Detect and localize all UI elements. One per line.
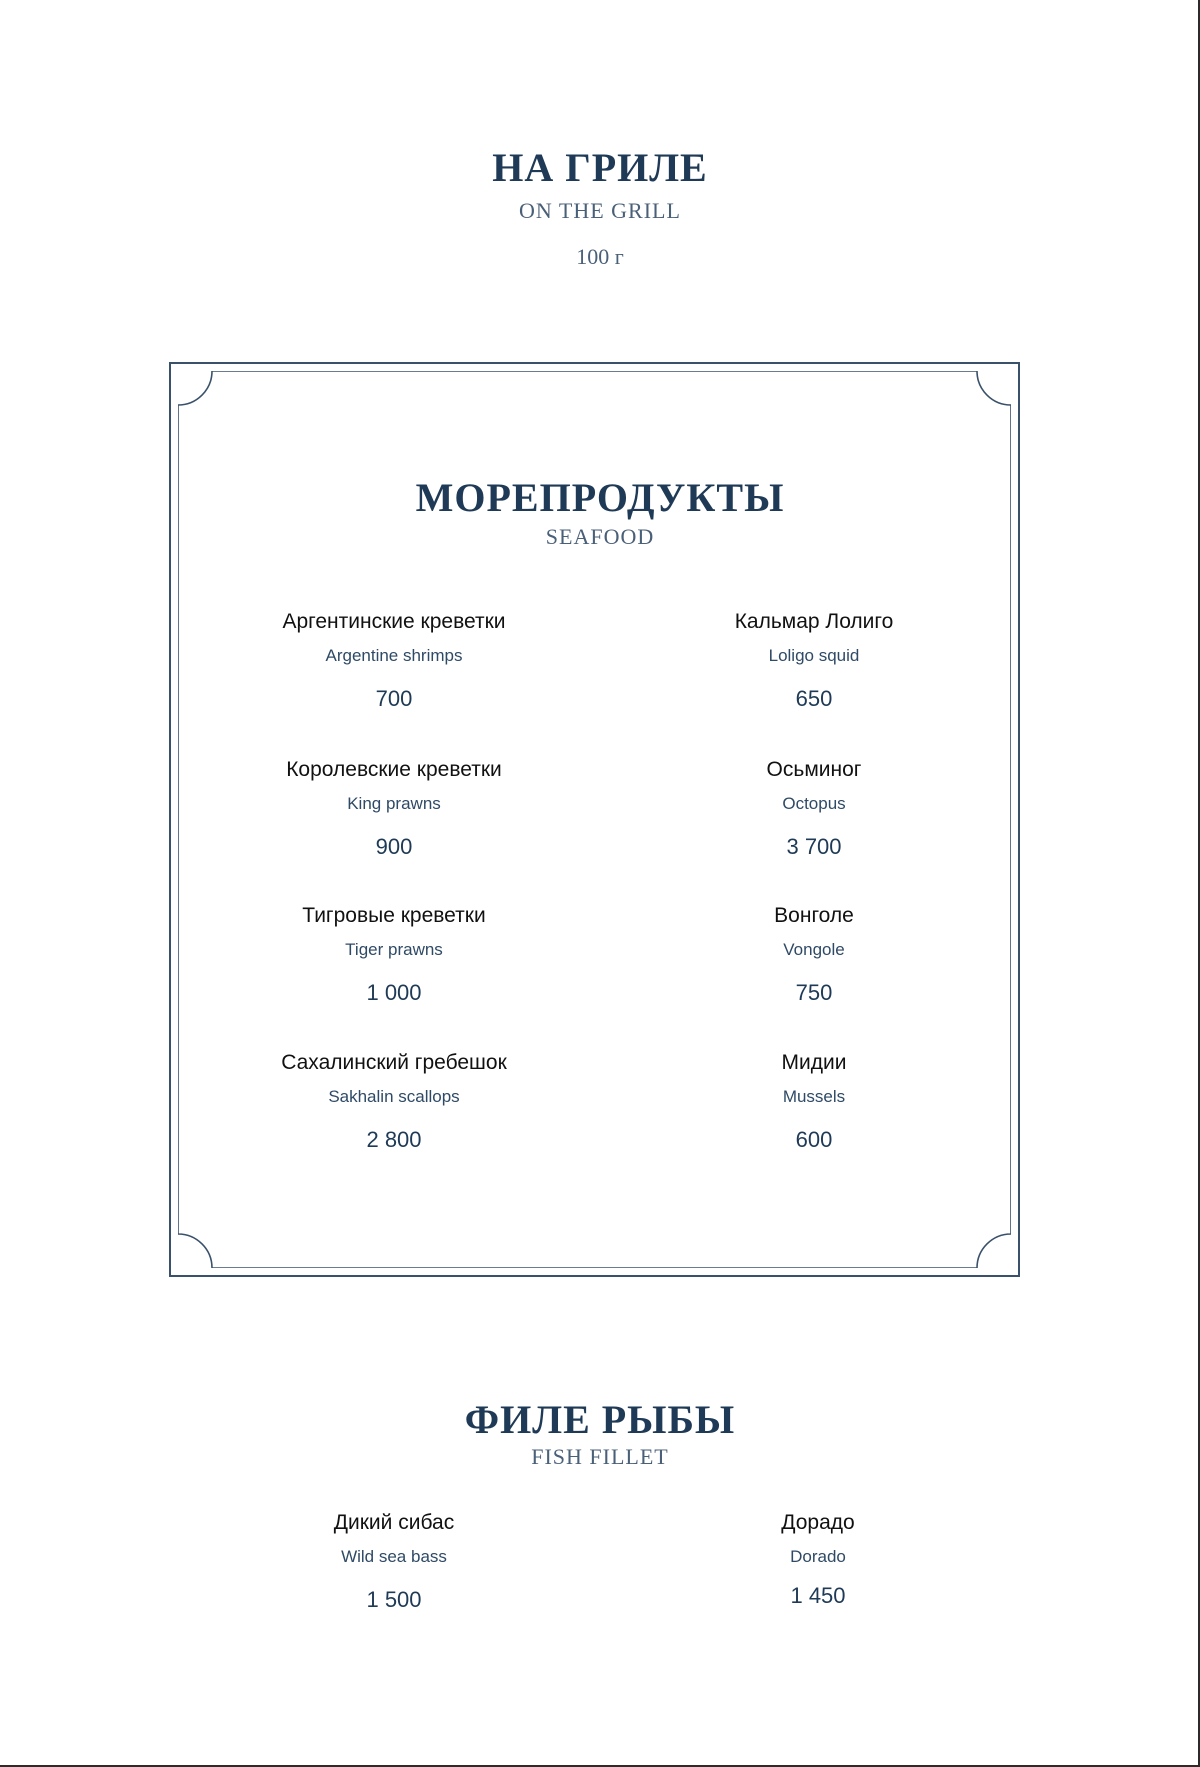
item-english-name: Octopus <box>782 794 846 813</box>
menu-item-dorado <box>638 1512 998 1607</box>
item-price: 750 <box>795 980 833 1005</box>
item-english-name: Tiger prawns <box>345 940 443 959</box>
menu-item-mussels <box>634 1052 994 1151</box>
item-english-name: Sakhalin scallops <box>328 1087 460 1106</box>
fish-section-subtitle: FISH FILLET <box>531 1444 669 1469</box>
item-name: Королевские креветки <box>286 758 502 781</box>
item-name: Мидии <box>781 1051 847 1074</box>
item-name: Вонголе <box>774 904 854 927</box>
item-price: 600 <box>795 1127 833 1152</box>
item-name: Кальмар Лолиго <box>734 610 894 633</box>
item-price: 1 000 <box>366 980 422 1005</box>
item-name: Дикий сибас <box>333 1511 455 1534</box>
item-price: 3 700 <box>786 834 842 859</box>
item-name: Аргентинские креветки <box>282 610 506 633</box>
item-english-name: Argentine shrimps <box>325 646 463 665</box>
menu-item-octopus <box>634 759 994 858</box>
item-english-name: King prawns <box>347 794 441 813</box>
item-name: Тигровые креветки <box>302 904 486 927</box>
item-name: Осьминог <box>766 758 862 781</box>
item-english-name: Loligo squid <box>768 646 860 665</box>
grill-section-title: НА ГРИЛЕ <box>492 145 708 190</box>
menu-item-king-prawns <box>214 759 574 858</box>
menu-item-loligo-squid <box>634 611 994 710</box>
menu-item-vongole <box>634 905 994 1004</box>
seafood-section-subtitle: SEAFOOD <box>545 524 655 549</box>
seafood-section-title: МОРЕПРОДУКТЫ <box>415 475 785 520</box>
grill-portion-weight: 100 г <box>576 244 624 269</box>
menu-item-wild-sea-bass <box>214 1512 574 1611</box>
item-price: 700 <box>375 686 413 711</box>
item-price: 1 500 <box>366 1587 422 1612</box>
item-price: 2 800 <box>366 1127 422 1152</box>
item-name: Сахалинский гребешок <box>281 1051 507 1074</box>
item-name: Дорадо <box>781 1511 855 1534</box>
item-english-name: Dorado <box>790 1547 846 1566</box>
menu-item-sakhalin-scallops <box>214 1052 574 1151</box>
item-price: 900 <box>375 834 413 859</box>
item-price: 1 450 <box>790 1583 846 1608</box>
menu-item-tiger-prawns <box>214 905 574 1004</box>
item-english-name: Vongole <box>783 940 845 959</box>
item-english-name: Wild sea bass <box>341 1547 447 1566</box>
fish-section-title: ФИЛЕ РЫБЫ <box>464 1397 736 1442</box>
grill-section-subtitle: ON THE GRILL <box>519 198 681 223</box>
item-price: 650 <box>795 686 833 711</box>
menu-item-argentine-shrimps <box>214 611 574 710</box>
item-english-name: Mussels <box>782 1087 846 1106</box>
